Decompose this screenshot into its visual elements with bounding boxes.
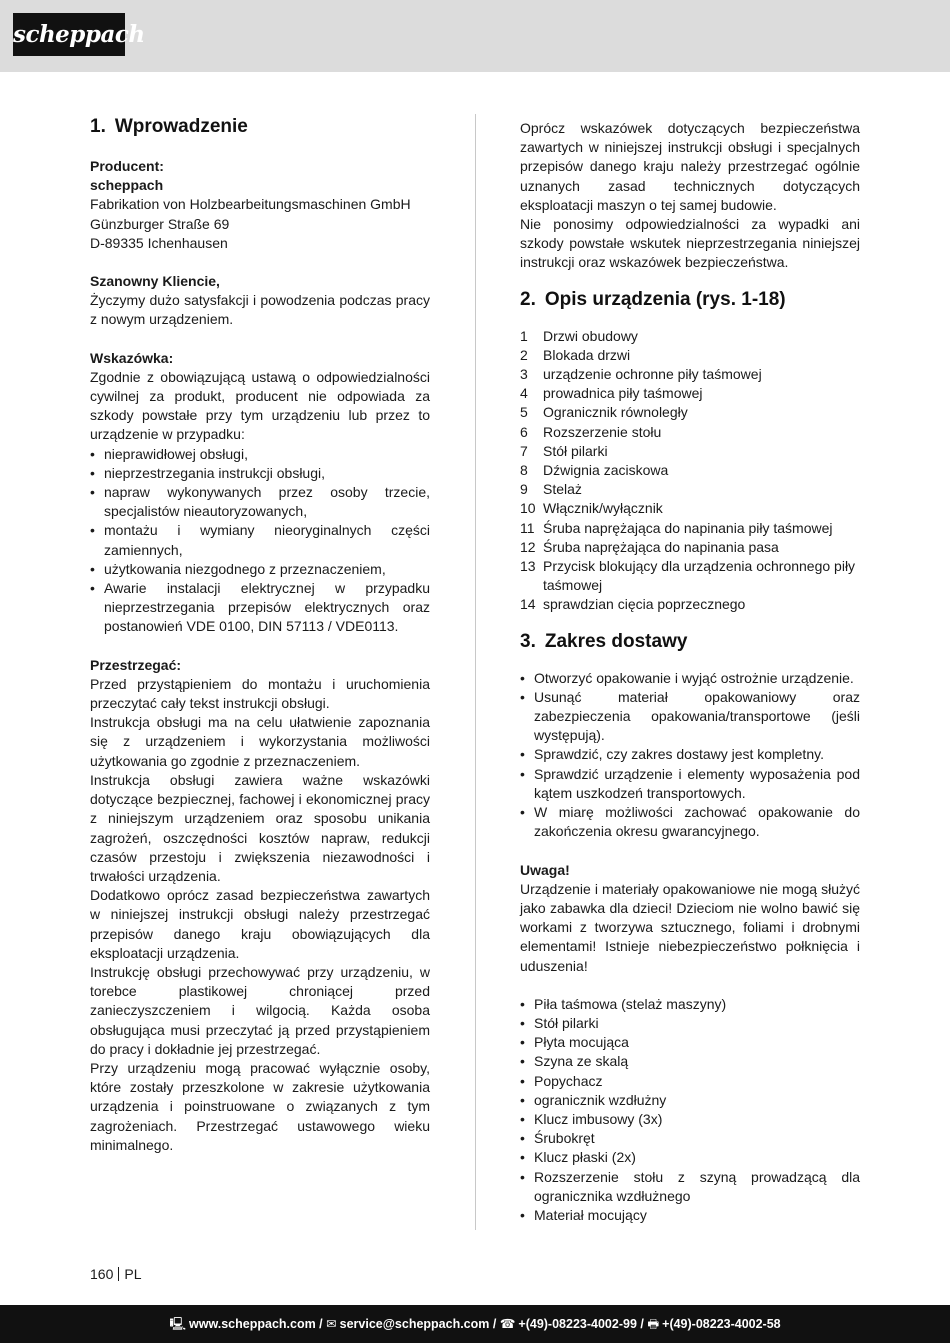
parts-list — [520, 327, 860, 615]
list-item: • montażu i wymiany nieoryginalnych części zamiennych, — [90, 521, 430, 559]
page-number-value: 160 — [90, 1266, 114, 1282]
list-item: 12 Śruba naprężająca do napinania pasa — [520, 538, 779, 555]
caution-text: Urządzenie i materiały opakowaniowe nie mogą służyć jako zabawka dla dzieci! Dzieciom nie wolno bawić się workami z tworzywa sztucznego, foliami i drobnymi elementami! Istnieje niebezpieczeństwo połknięcia i uduszenia! — [520, 880, 860, 974]
observe-label: Przestrzegać: — [90, 656, 182, 673]
scheppach-logo: scheppach — [13, 13, 125, 56]
list-item: • Sprawdzić urządzenie i elementy wyposażenia pod kątem uszkodzeń transportowych. — [520, 765, 860, 803]
dear-customer-text: Życzymy dużo satysfakcji i powodzenia podczas pracy z nowym urządzeniem. — [90, 292, 430, 328]
page-number-separator — [118, 1267, 119, 1281]
producer-line: D-89335 Ichenhausen — [90, 234, 228, 251]
producer-line: Fabrikation von Holzbearbeitungsmaschinen GmbH — [90, 196, 411, 213]
list-item: 1 Drzwi obudowy — [520, 327, 638, 344]
list-item: • Śrubokręt — [520, 1129, 860, 1148]
list-item: • Piła taśmowa (stelaż maszyny) — [520, 995, 860, 1014]
header-bar — [0, 0, 950, 72]
page-language: PL — [124, 1266, 142, 1282]
list-item: 6 Rozszerzenie stołu — [520, 423, 662, 440]
list-item: • użytkowania niezgodnego z przeznaczeniem, — [90, 560, 430, 579]
list-item: 2 Blokada drzwi — [520, 346, 631, 363]
left-column — [90, 114, 430, 1155]
list-item: • Rozszerzenie stołu z szyną prowadzącą dla ogranicznika wzdłużnego — [520, 1168, 860, 1206]
section-1-heading: 1. Wprowadzenie — [90, 116, 248, 137]
list-item: 11 Śruba naprężająca do napinania piły taśmowej — [520, 519, 833, 536]
section-3-heading: 3. Zakres dostawy — [520, 630, 688, 652]
footer-email: service@scheppach.com / — [339, 1317, 497, 1331]
mail-icon: ✉ — [326, 1317, 337, 1331]
footer-phone: +(49)-08223-4002-99 / — [518, 1317, 644, 1331]
caution-label: Uwaga! — [520, 861, 570, 878]
list-item: • nieprzestrzegania instrukcji obsługi, — [90, 464, 430, 483]
producer-line: Günzburger Straße 69 — [90, 215, 230, 232]
list-item: 9 Stelaż — [520, 481, 582, 498]
section-2-heading: 2. Opis urządzenia (rys. 1-18) — [520, 288, 786, 310]
observe-paragraph: Dodatkowo oprócz zasad bezpieczeństwa zawartych w niniejszej instrukcji obsługi należy przestrzegać przepisów danego kraju obowiązujących dla eksploatacji urządzenia. — [90, 887, 430, 961]
list-item: • napraw wykonywanych przez osoby trzecie, specjalistów nieautoryzowanych, — [90, 483, 430, 521]
list-item: 5 Ogranicznik równoległy — [520, 404, 688, 421]
list-item: • nieprawidłowej obsługi, — [90, 445, 430, 464]
observe-paragraph: Przed przystąpieniem do montażu i uruchomienia przeczytać cały tekst instrukcji obsługi. — [90, 675, 430, 712]
list-item: • Popychacz — [520, 1072, 860, 1091]
observe-paragraph: Instrukcja obsługi ma na celu ułatwienie zapoznania się z urządzeniem i wykorzystania możliwości użytkowania go zgodnie z przeznaczeniem. — [90, 714, 430, 769]
list-item: 10 Włącznik/wyłącznik — [520, 500, 663, 517]
list-item: 13 Przycisk blokujący dla urządzenia ochronnego piły taśmowej — [520, 558, 856, 594]
list-item: • Szyna ze skalą — [520, 1052, 860, 1071]
dear-customer-label: Szanowny Kliencie, — [90, 273, 220, 290]
intro-paragraph: Nie ponosimy odpowiedzialności za wypadki ani szkody powstałe wskutek nieprzestrzegania niniejszej instrukcji oraz wskazówek bezpieczeństwa. — [520, 216, 860, 271]
observe-paragraph: Przy urządzeniu mogą pracować wyłącznie osoby, które zostały przeszkolone w zakresie użytkowania urządzenia i poinstruowane o związanych z tym zagrożeniach. Przestrzegać ustawowego wieku minimalnego. — [90, 1059, 430, 1153]
list-item: • Materiał mocujący — [520, 1206, 860, 1225]
list-item: • Awarie instalacji elektrycznej w przypadku nieprzestrzegania przepisów elektrycznych oraz postanowień VDE 0100, DIN 57113 / VDE0113. — [90, 579, 430, 637]
producer-label: Producent: — [90, 158, 164, 174]
list-item: 4 prowadnica piły taśmowej — [520, 385, 703, 402]
list-item: 7 Stół pilarki — [520, 442, 608, 459]
column-divider — [475, 114, 476, 1230]
note-label: Wskazówka: — [90, 349, 174, 366]
footer-website: www.scheppach.com / — [189, 1317, 323, 1331]
list-item: • Otworzyć opakowanie i wyjąć ostrożnie urządzenie. — [520, 669, 860, 688]
fax-icon: 🖶 — [647, 1317, 660, 1331]
list-item: 3 urządzenie ochronne piły taśmowej — [520, 366, 762, 383]
observe-paragraph: Instrukcja obsługi zawiera ważne wskazówki dotyczące bezpiecznej, fachowej i ekonomicznej pracy z niniejszym urządzeniem oraz sposobu unikania zagrożeń, oszczędności kosztów napraw, redukcji czasów przestoju i zwiększenia niezawodności i trwałości urządzenia. — [90, 771, 430, 884]
note-text: Zgodnie z obowiązującą ustawą o odpowiedzialności cywilnej za produkt, producent nie odpowiada za szkody powstałe przy tym urządzeniu lub przez to urządzenie w przypadku: — [90, 368, 430, 443]
list-item: • Stół pilarki — [520, 1014, 860, 1033]
list-item: 8 Dźwignia zaciskowa — [520, 462, 669, 479]
list-item: • W miarę możliwości zachować opakowanie do zakończenia okresu gwarancyjnego. — [520, 803, 860, 841]
footer-fax: +(49)-08223-4002-58 — [662, 1317, 781, 1331]
observe-paragraph: Instrukcję obsługi przechowywać przy urządzeniu, w torebce plastikowej chroniącej przed zanieczyszczeniem i wilgocią. Każda osoba obsługująca musi przeczytać ją przed przystąpieniem do pracy i dokładnie jej przestrzegać. — [90, 963, 430, 1057]
page-number — [90, 1265, 141, 1283]
list-item: 14 sprawdzian cięcia poprzecznego — [520, 596, 746, 613]
list-item: • ogranicznik wzdłużny — [520, 1091, 860, 1110]
computer-icon: 🖳 — [169, 1317, 187, 1331]
note-bullet-list — [90, 445, 430, 637]
right-column — [520, 119, 860, 1225]
list-item: • Usunąć materiał opakowaniowy oraz zabezpieczenia opakowania/transportowe (jeśli występują). — [520, 688, 860, 746]
producer-name: scheppach — [90, 177, 164, 194]
footer-bar — [0, 1305, 950, 1343]
intro-paragraph: Oprócz wskazówek dotyczących bezpieczeństwa zawartych w niniejszej instrukcji obsługi i specjalnych przepisów danego kraju należy przestrzegać ogólnie uznanych zasad technicznych dotyczących eksploatacji maszyn o tej samej budowie. — [520, 120, 860, 213]
list-item: • Klucz imbusowy (3x) — [520, 1110, 860, 1129]
phone-icon: ☎ — [499, 1317, 516, 1331]
list-item: • Płyta mocująca — [520, 1033, 860, 1052]
delivery-bullet-list — [520, 669, 860, 842]
list-item: • Klucz płaski (2x) — [520, 1148, 860, 1167]
contents-bullet-list — [520, 995, 860, 1225]
list-item: • Sprawdzić, czy zakres dostawy jest kompletny. — [520, 745, 860, 764]
